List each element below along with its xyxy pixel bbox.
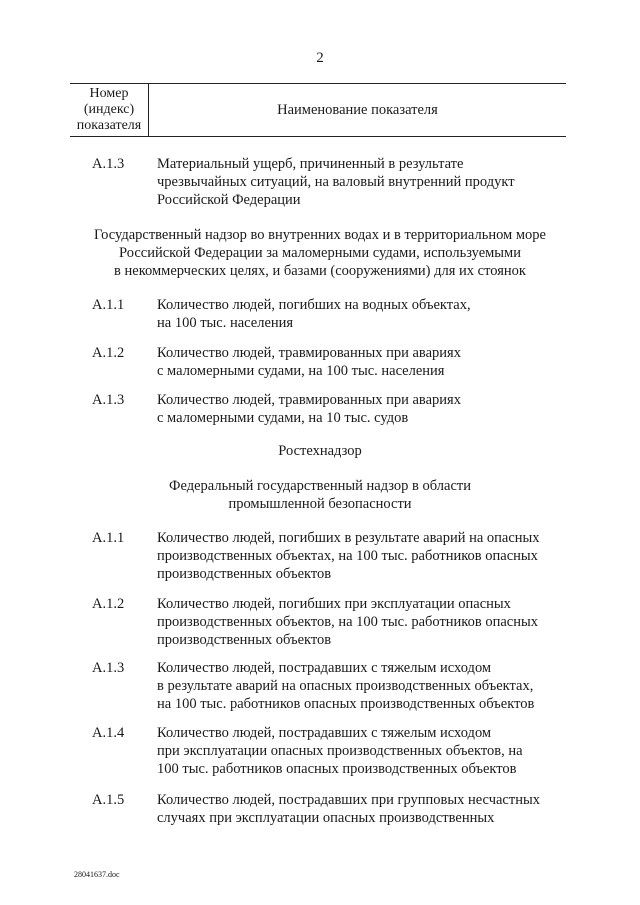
indicator-text	[157, 724, 567, 778]
indicator-line: 100 тыс. работников опасных производственных объектов	[157, 761, 517, 777]
indicator-line: Материальный ущерб, причиненный в результате	[157, 156, 464, 172]
indicator-line: Количество людей, погибших на водных объектах,	[157, 297, 471, 313]
indicator-text	[157, 391, 567, 427]
indicator-line: производственных объектов	[157, 566, 332, 582]
indicator-line: с маломерными судами, на 100 тыс. населения	[157, 363, 445, 379]
indicator-line: Количество людей, пострадавших при групповых несчастных	[157, 792, 540, 808]
indicator-line: Количество людей, погибших при эксплуатации опасных	[157, 596, 511, 612]
indicator-code: А.1.5	[92, 792, 125, 808]
indicator-code: А.1.3	[92, 392, 125, 408]
section-title	[70, 226, 570, 280]
indicator-line: чрезвычайных ситуаций, на валовый внутренний продукт	[157, 174, 515, 190]
indicator-text	[157, 595, 567, 649]
indicator-code: А.1.2	[92, 345, 125, 361]
indicator-code: А.1.2	[92, 596, 125, 612]
section-line: Российской Федерации за маломерными судами, используемыми	[119, 245, 521, 261]
indicator-code: А.1.3	[92, 156, 125, 172]
indicator-text	[157, 659, 567, 713]
indicator-line: случаях при эксплуатации опасных производственных	[157, 810, 495, 826]
page-number: 2	[316, 50, 324, 66]
indicator-line: производственных объектов, на 100 тыс. работников опасных	[157, 614, 538, 630]
header-index-column	[70, 84, 149, 136]
indicator-line: Количество людей, травмированных при авариях	[157, 345, 461, 361]
indicator-code: А.1.1	[92, 297, 125, 313]
section-line: промышленной безопасности	[228, 496, 412, 512]
indicator-text	[157, 791, 567, 827]
indicator-line: с маломерными судами, на 10 тыс. судов	[157, 410, 409, 426]
section-line: Ростехнадзор	[278, 443, 362, 459]
header-name-column: Наименование показателя	[277, 102, 438, 118]
section-title	[70, 477, 570, 513]
indicator-line: на 100 тыс. работников опасных производственных объектов	[157, 696, 535, 712]
header-index-line: (индекс)	[83, 102, 135, 117]
indicator-line: Количество людей, погибших в результате аварий на опасных	[157, 530, 540, 546]
section-title	[70, 442, 570, 460]
section-line: в некоммерческих целях, и базами (сооружениями) для их стоянок	[114, 263, 526, 279]
indicator-line: Количество людей, пострадавших с тяжелым исходом	[157, 725, 492, 741]
indicator-text	[157, 155, 567, 209]
indicator-code: А.1.1	[92, 530, 125, 546]
indicator-text	[157, 529, 567, 583]
document-filename: 28041637.doc	[74, 870, 120, 879]
indicator-line: Количество людей, пострадавших с тяжелым исходом	[157, 660, 492, 676]
indicator-line: производственных объектах, на 100 тыс. работников опасных	[157, 548, 538, 564]
indicator-text	[157, 344, 567, 380]
section-line: Федеральный государственный надзор в области	[169, 478, 471, 494]
header-index-line: Номер	[89, 86, 129, 101]
indicator-code: А.1.4	[92, 725, 125, 741]
indicator-line: Российской Федерации	[157, 192, 301, 208]
indicator-line: при эксплуатации опасных производственных объектов, на	[157, 743, 523, 759]
header-index-line: показателя	[76, 118, 142, 133]
table-header	[70, 83, 566, 137]
indicator-line: в результате аварий на опасных производственных объектах,	[157, 678, 534, 694]
indicator-code: А.1.3	[92, 660, 125, 676]
indicator-line: на 100 тыс. населения	[157, 315, 294, 331]
indicator-line: производственных объектов	[157, 632, 332, 648]
indicator-text	[157, 296, 567, 332]
section-line: Государственный надзор во внутренних водах и в территориальном море	[94, 227, 546, 243]
indicator-line: Количество людей, травмированных при авариях	[157, 392, 461, 408]
